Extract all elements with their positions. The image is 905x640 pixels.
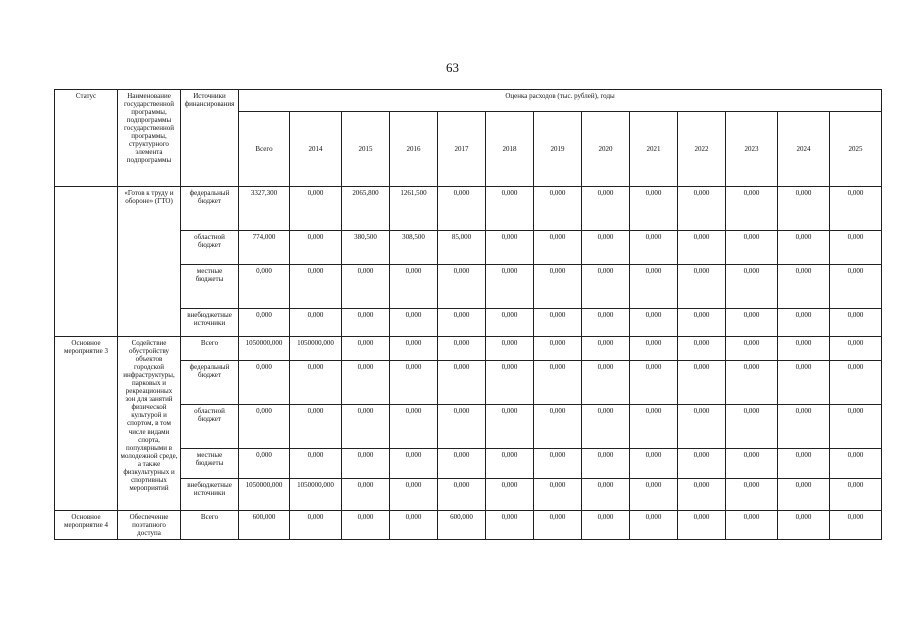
value-cell: 1261,500: [390, 187, 438, 231]
value-cell: 600,000: [239, 511, 290, 540]
value-cell: 1050000,000: [290, 337, 342, 361]
value-cell: 0,000: [534, 265, 582, 309]
value-cell: 0,000: [290, 449, 342, 479]
value-cell: 0,000: [778, 309, 830, 337]
header-column: 2022: [678, 112, 726, 187]
source-cell: местные бюджеты: [181, 449, 239, 479]
table-row: [55, 511, 882, 540]
value-cell: 0,000: [486, 405, 534, 449]
value-cell: 0,000: [342, 449, 390, 479]
value-cell: 0,000: [486, 511, 534, 540]
value-cell: 0,000: [630, 405, 678, 449]
value-cell: 0,000: [630, 361, 678, 405]
value-cell: 0,000: [630, 449, 678, 479]
value-cell: 0,000: [342, 265, 390, 309]
value-cell: 0,000: [582, 187, 630, 231]
value-cell: 85,000: [438, 231, 486, 265]
value-cell: 0,000: [342, 361, 390, 405]
value-cell: 0,000: [678, 361, 726, 405]
value-cell: 0,000: [830, 479, 882, 511]
value-cell: 308,500: [390, 231, 438, 265]
value-cell: 0,000: [830, 187, 882, 231]
header-column: 2021: [630, 112, 678, 187]
value-cell: 0,000: [239, 405, 290, 449]
value-cell: 0,000: [630, 187, 678, 231]
value-cell: 2065,800: [342, 187, 390, 231]
value-cell: 0,000: [630, 231, 678, 265]
value-cell: 0,000: [290, 309, 342, 337]
value-cell: 0,000: [390, 265, 438, 309]
value-cell: 0,000: [438, 479, 486, 511]
value-cell: 0,000: [582, 479, 630, 511]
value-cell: 0,000: [830, 337, 882, 361]
name-cell: «Готов к труду и обороне» (ГТО): [118, 187, 181, 337]
value-cell: 0,000: [778, 479, 830, 511]
value-cell: 0,000: [534, 231, 582, 265]
table-row: [55, 187, 882, 231]
value-cell: 0,000: [582, 511, 630, 540]
value-cell: 0,000: [342, 337, 390, 361]
value-cell: 0,000: [390, 479, 438, 511]
value-cell: 1050000,000: [290, 479, 342, 511]
value-cell: 0,000: [678, 231, 726, 265]
status-cell: [55, 187, 118, 337]
header-column: 2024: [778, 112, 830, 187]
value-cell: 0,000: [778, 449, 830, 479]
budget-table: [54, 89, 882, 540]
value-cell: 0,000: [582, 449, 630, 479]
value-cell: 0,000: [390, 405, 438, 449]
header-cost: Оценка расходов (тыс. рублей), годы: [239, 90, 882, 112]
value-cell: 0,000: [726, 337, 778, 361]
value-cell: 0,000: [582, 265, 630, 309]
source-cell: внебюджетные источники: [181, 309, 239, 337]
value-cell: 774,000: [239, 231, 290, 265]
header-column: 2018: [486, 112, 534, 187]
value-cell: 0,000: [486, 309, 534, 337]
value-cell: 0,000: [726, 449, 778, 479]
header-status: Статус: [55, 90, 118, 187]
value-cell: 0,000: [290, 187, 342, 231]
value-cell: 0,000: [390, 361, 438, 405]
value-cell: 0,000: [486, 231, 534, 265]
value-cell: 0,000: [390, 449, 438, 479]
header-row-1: [55, 90, 882, 112]
value-cell: 0,000: [830, 511, 882, 540]
value-cell: 0,000: [486, 361, 534, 405]
value-cell: 0,000: [534, 405, 582, 449]
source-cell: федеральный бюджет: [181, 361, 239, 405]
value-cell: 0,000: [726, 479, 778, 511]
value-cell: 0,000: [486, 187, 534, 231]
value-cell: 0,000: [678, 187, 726, 231]
value-cell: 0,000: [534, 361, 582, 405]
value-cell: 0,000: [582, 361, 630, 405]
value-cell: 0,000: [630, 511, 678, 540]
header-column: 2019: [534, 112, 582, 187]
source-cell: Всего: [181, 511, 239, 540]
value-cell: 0,000: [534, 187, 582, 231]
value-cell: 0,000: [534, 479, 582, 511]
status-cell: Основное мероприятие 4: [55, 511, 118, 540]
value-cell: 0,000: [630, 309, 678, 337]
value-cell: 0,000: [486, 265, 534, 309]
value-cell: 0,000: [678, 449, 726, 479]
value-cell: 380,500: [342, 231, 390, 265]
header-name: Наименование государственной программы, подпрограммы государственной программы, структурного элемента подпрограммы: [118, 90, 181, 187]
value-cell: 0,000: [486, 337, 534, 361]
value-cell: 1050000,000: [239, 337, 290, 361]
value-cell: 0,000: [726, 187, 778, 231]
value-cell: 0,000: [830, 405, 882, 449]
value-cell: 0,000: [290, 231, 342, 265]
value-cell: 0,000: [726, 309, 778, 337]
value-cell: 0,000: [678, 265, 726, 309]
value-cell: 0,000: [342, 479, 390, 511]
value-cell: 0,000: [726, 405, 778, 449]
source-cell: Всего: [181, 337, 239, 361]
value-cell: 0,000: [830, 361, 882, 405]
value-cell: 0,000: [582, 405, 630, 449]
source-cell: областной бюджет: [181, 231, 239, 265]
value-cell: 0,000: [290, 405, 342, 449]
value-cell: 0,000: [534, 449, 582, 479]
value-cell: 0,000: [778, 231, 830, 265]
value-cell: 0,000: [726, 511, 778, 540]
value-cell: 0,000: [438, 361, 486, 405]
value-cell: 0,000: [678, 479, 726, 511]
value-cell: 0,000: [630, 337, 678, 361]
header-column: 2025: [830, 112, 882, 187]
value-cell: 0,000: [290, 265, 342, 309]
value-cell: 0,000: [486, 479, 534, 511]
value-cell: 0,000: [778, 265, 830, 309]
value-cell: 0,000: [830, 449, 882, 479]
value-cell: 0,000: [342, 309, 390, 337]
value-cell: 0,000: [534, 309, 582, 337]
name-cell: Обеспечение поэтапного доступа: [118, 511, 181, 540]
header-column: 2014: [290, 112, 342, 187]
value-cell: 0,000: [630, 479, 678, 511]
source-cell: внебюджетные источники: [181, 479, 239, 511]
value-cell: 0,000: [726, 265, 778, 309]
value-cell: 0,000: [438, 405, 486, 449]
table-row: [55, 337, 882, 361]
value-cell: 600,000: [438, 511, 486, 540]
value-cell: 0,000: [486, 449, 534, 479]
value-cell: 0,000: [778, 187, 830, 231]
value-cell: 0,000: [778, 405, 830, 449]
value-cell: 0,000: [390, 309, 438, 337]
value-cell: 0,000: [239, 309, 290, 337]
value-cell: 0,000: [726, 231, 778, 265]
page-number: 63: [446, 60, 459, 75]
header-column: Всего: [239, 112, 290, 187]
header-column: 2015: [342, 112, 390, 187]
name-cell: Содействие обустройству объектов городской инфраструктуры, парковых и рекреационных зон для занятий физической культурой и спортом, в том числе видами спорта, популярными в молодежной среде, а также физкультурных и спортивных мероприятий: [118, 337, 181, 511]
source-cell: местные бюджеты: [181, 265, 239, 309]
value-cell: 0,000: [830, 309, 882, 337]
value-cell: 0,000: [630, 265, 678, 309]
value-cell: 0,000: [438, 265, 486, 309]
source-cell: федеральный бюджет: [181, 187, 239, 231]
value-cell: 0,000: [678, 337, 726, 361]
value-cell: 0,000: [438, 449, 486, 479]
header-column: 2020: [582, 112, 630, 187]
value-cell: 0,000: [830, 231, 882, 265]
value-cell: 0,000: [534, 337, 582, 361]
value-cell: 0,000: [342, 511, 390, 540]
value-cell: 0,000: [726, 361, 778, 405]
header-column: 2017: [438, 112, 486, 187]
value-cell: 1050000,000: [239, 479, 290, 511]
value-cell: 0,000: [438, 309, 486, 337]
value-cell: 0,000: [678, 309, 726, 337]
value-cell: 0,000: [678, 511, 726, 540]
value-cell: 0,000: [438, 337, 486, 361]
value-cell: 0,000: [830, 265, 882, 309]
value-cell: 0,000: [582, 337, 630, 361]
value-cell: 0,000: [582, 231, 630, 265]
value-cell: 0,000: [534, 511, 582, 540]
header-source: Источники финансирования: [181, 90, 239, 187]
value-cell: 0,000: [582, 309, 630, 337]
value-cell: 0,000: [239, 265, 290, 309]
value-cell: 0,000: [342, 405, 390, 449]
value-cell: 0,000: [778, 337, 830, 361]
value-cell: 0,000: [678, 405, 726, 449]
value-cell: 0,000: [390, 337, 438, 361]
value-cell: 3327,300: [239, 187, 290, 231]
value-cell: 0,000: [239, 449, 290, 479]
value-cell: 0,000: [239, 361, 290, 405]
value-cell: 0,000: [290, 361, 342, 405]
value-cell: 0,000: [778, 361, 830, 405]
value-cell: 0,000: [390, 511, 438, 540]
value-cell: 0,000: [778, 511, 830, 540]
status-cell: Основное мероприятие 3: [55, 337, 118, 511]
header-column: 2023: [726, 112, 778, 187]
source-cell: областной бюджет: [181, 405, 239, 449]
value-cell: 0,000: [438, 187, 486, 231]
header-column: 2016: [390, 112, 438, 187]
table-body: [55, 187, 882, 540]
value-cell: 0,000: [290, 511, 342, 540]
